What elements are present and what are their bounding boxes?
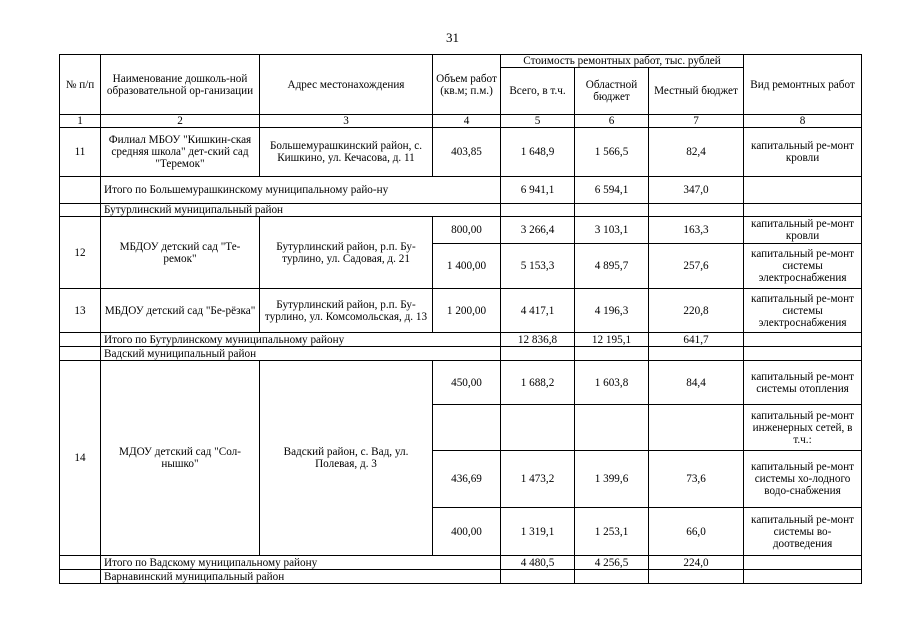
table-row	[60, 217, 862, 244]
org-name: Филиал МБОУ "Кишкин-ская средняя школа" дет-ский сад "Теремок"	[101, 128, 260, 177]
column-numbers-row	[60, 115, 862, 128]
cost-regional: 4 895,7	[575, 244, 649, 289]
cost-regional: 3 103,1	[575, 217, 649, 244]
cost-regional: 4 196,3	[575, 289, 649, 333]
volume: 800,00	[433, 217, 501, 244]
work-type: капитальный ре-монт системы отопления	[744, 361, 862, 405]
row-num: 12	[60, 217, 101, 289]
district-header-row	[60, 204, 862, 217]
header-cost-group: Стоимость ремонтных работ, тыс. рублей	[501, 55, 744, 68]
work-type: капитальный ре-монт системы электроснабжения	[744, 244, 862, 289]
cost-local: 82,4	[649, 128, 744, 177]
header-volume: Объем работ (кв.м; п.м.)	[433, 55, 501, 115]
repair-works-table	[59, 54, 862, 584]
org-address: Бутурлинский район, р.п. Бу-турлино, ул. Комсомольская, д. 13	[260, 289, 433, 333]
work-type: капитальный ре-монт кровли	[744, 128, 862, 177]
cost-total: 4 480,5	[501, 556, 575, 570]
org-address: Большемурашкинский район, с. Кишкино, ул. Кечасова, д. 11	[260, 128, 433, 177]
district-name: Варнавинский муниципальный район	[101, 570, 501, 584]
cost-local: 224,0	[649, 556, 744, 570]
cost-local: 73,6	[649, 451, 744, 508]
district-total-label: Итого по Большемурашкинскому муниципальному райо-ну	[101, 177, 501, 204]
header-work-type: Вид ремонтных работ	[744, 55, 862, 115]
volume: 403,85	[433, 128, 501, 177]
cost-total: 6 941,1	[501, 177, 575, 204]
col-number: 2	[101, 115, 260, 128]
district-name: Вадский муниципальный район	[101, 347, 501, 361]
cost-local: 257,6	[649, 244, 744, 289]
col-number: 5	[501, 115, 575, 128]
cost-local: 66,0	[649, 508, 744, 556]
header-address: Адрес местонахождения	[260, 55, 433, 115]
district-total-label: Итого по Вадскому муниципальному району	[101, 556, 501, 570]
cost-total: 3 266,4	[501, 217, 575, 244]
header-local: Местный бюджет	[649, 68, 744, 115]
table-row	[60, 128, 862, 177]
work-type: капитальный ре-монт инженерных сетей, в т.ч.:	[744, 405, 862, 451]
volume: 1 400,00	[433, 244, 501, 289]
district-total-row	[60, 333, 862, 347]
org-name: МБДОУ детский сад "Бе-рёзка"	[101, 289, 260, 333]
col-number: 3	[260, 115, 433, 128]
cost-local: 220,8	[649, 289, 744, 333]
work-type: капитальный ре-монт кровли	[744, 217, 862, 244]
col-number: 8	[744, 115, 862, 128]
district-total-row	[60, 556, 862, 570]
work-type: капитальный ре-монт системы хо-лодного водо-снабжения	[744, 451, 862, 508]
cost-regional: 1 399,6	[575, 451, 649, 508]
district-total-label: Итого по Бутурлинскому муниципальному району	[101, 333, 501, 347]
district-header-row	[60, 570, 862, 584]
cost-local: 84,4	[649, 361, 744, 405]
header-row-1	[60, 55, 862, 68]
col-number: 6	[575, 115, 649, 128]
cost-total: 1 648,9	[501, 128, 575, 177]
cost-total: 1 319,1	[501, 508, 575, 556]
cost-local: 347,0	[649, 177, 744, 204]
col-number: 7	[649, 115, 744, 128]
row-num: 13	[60, 289, 101, 333]
org-address: Бутурлинский район, р.п. Бу-турлино, ул. Садовая, д. 21	[260, 217, 433, 289]
col-number: 4	[433, 115, 501, 128]
cost-regional: 12 195,1	[575, 333, 649, 347]
cost-total: 12 836,8	[501, 333, 575, 347]
cost-local: 641,7	[649, 333, 744, 347]
volume: 436,69	[433, 451, 501, 508]
work-type: капитальный ре-монт системы во-доотведения	[744, 508, 862, 556]
org-name: МБДОУ детский сад "Те-ремок"	[101, 217, 260, 289]
cost-regional: 1 253,1	[575, 508, 649, 556]
col-number: 1	[60, 115, 101, 128]
cost-regional: 4 256,5	[575, 556, 649, 570]
table-row	[60, 361, 862, 405]
org-address: Вадский район, с. Вад, ул. Полевая, д. 3	[260, 361, 433, 556]
page-number: 31	[446, 30, 459, 45]
cost-total: 1 688,2	[501, 361, 575, 405]
district-name: Бутурлинский муниципальный район	[101, 204, 501, 217]
district-total-row	[60, 177, 862, 204]
header-name: Наименование дошколь-ной образовательной ор-ганизации	[101, 55, 260, 115]
cost-total: 5 153,3	[501, 244, 575, 289]
row-num: 14	[60, 361, 101, 556]
cost-regional: 1 603,8	[575, 361, 649, 405]
volume: 450,00	[433, 361, 501, 405]
district-header-row	[60, 347, 862, 361]
cost-total: 4 417,1	[501, 289, 575, 333]
table-row	[60, 289, 862, 333]
volume: 1 200,00	[433, 289, 501, 333]
row-num: 11	[60, 128, 101, 177]
work-type: капитальный ре-монт системы электроснабжения	[744, 289, 862, 333]
cost-total: 1 473,2	[501, 451, 575, 508]
header-regional: Областной бюджет	[575, 68, 649, 115]
header-num: № п/п	[60, 55, 101, 115]
header-total: Всего, в т.ч.	[501, 68, 575, 115]
volume: 400,00	[433, 508, 501, 556]
org-name: МДОУ детский сад "Сол-нышко"	[101, 361, 260, 556]
cost-regional: 6 594,1	[575, 177, 649, 204]
cost-local: 163,3	[649, 217, 744, 244]
cost-regional: 1 566,5	[575, 128, 649, 177]
